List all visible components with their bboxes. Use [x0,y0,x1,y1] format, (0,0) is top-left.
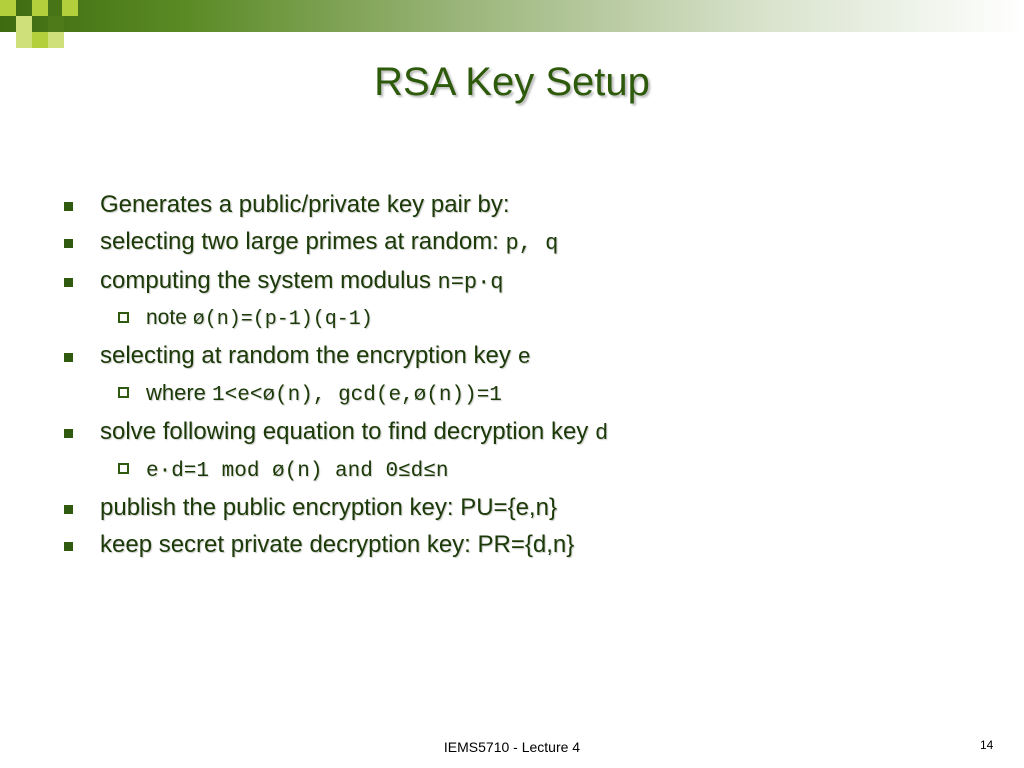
decor-square [32,0,48,16]
list-item-text: selecting two large primes at random: [100,228,506,255]
square-bullet-icon [64,542,73,551]
page-number: 14 [980,738,994,752]
square-bullet-icon [64,278,73,287]
sub-list-item-code: e·d=1 mod ø(n) and 0≤d≤n [146,460,449,483]
square-bullet-icon [64,353,73,362]
list-item-text: keep secret private decryption key: PR={d,n} [100,531,575,558]
list-item [62,530,982,560]
hollow-square-bullet-icon [118,463,129,474]
sub-list-item-code: ø(n)=(p-1)(q-1) [192,308,373,331]
square-bullet-icon [64,505,73,514]
decor-square [48,32,64,48]
list-item [62,341,982,373]
list-item [62,227,982,259]
sub-list-item [62,456,982,485]
hollow-square-bullet-icon [118,387,129,398]
footer-text: IEMS5710 - Lecture 4 [443,739,581,755]
sub-list-item-text: note [146,306,193,329]
list-item-code: e [517,345,531,370]
list-item-text: computing the system modulus [100,267,438,294]
sub-list-item [62,380,982,409]
list-item-text: solve following equation to find decryption key [100,418,595,445]
hollow-square-bullet-icon [118,312,129,323]
decor-square [32,32,48,48]
list-item-code: d [594,421,609,446]
square-bullet-icon [64,239,73,248]
list-item-text: selecting at random the encryption key [100,342,518,369]
list-item [62,266,982,298]
list-item-code: n=p·q [437,270,504,295]
decor-square [0,0,16,16]
header-decoration-band [0,0,1024,32]
decor-square [48,16,64,32]
decor-square [16,32,32,48]
list-item [62,417,982,449]
bullet-list [62,190,982,567]
sub-list-item [62,305,982,333]
sub-list-item-text: where [146,380,213,405]
list-item [62,493,982,523]
decor-square [62,0,78,16]
slide-title: RSA Key Setup [374,60,650,104]
decor-square [16,16,32,32]
square-bullet-icon [64,429,73,438]
square-bullet-icon [64,202,73,211]
list-item [62,190,982,220]
list-item-code: p, q [505,231,559,256]
list-item-text: Generates a public/private key pair by: [100,191,510,218]
list-item-text: publish the public encryption key: PU={e,n} [100,494,557,521]
sub-list-item-code: 1<e<ø(n), gcd(e,ø(n))=1 [212,384,502,407]
